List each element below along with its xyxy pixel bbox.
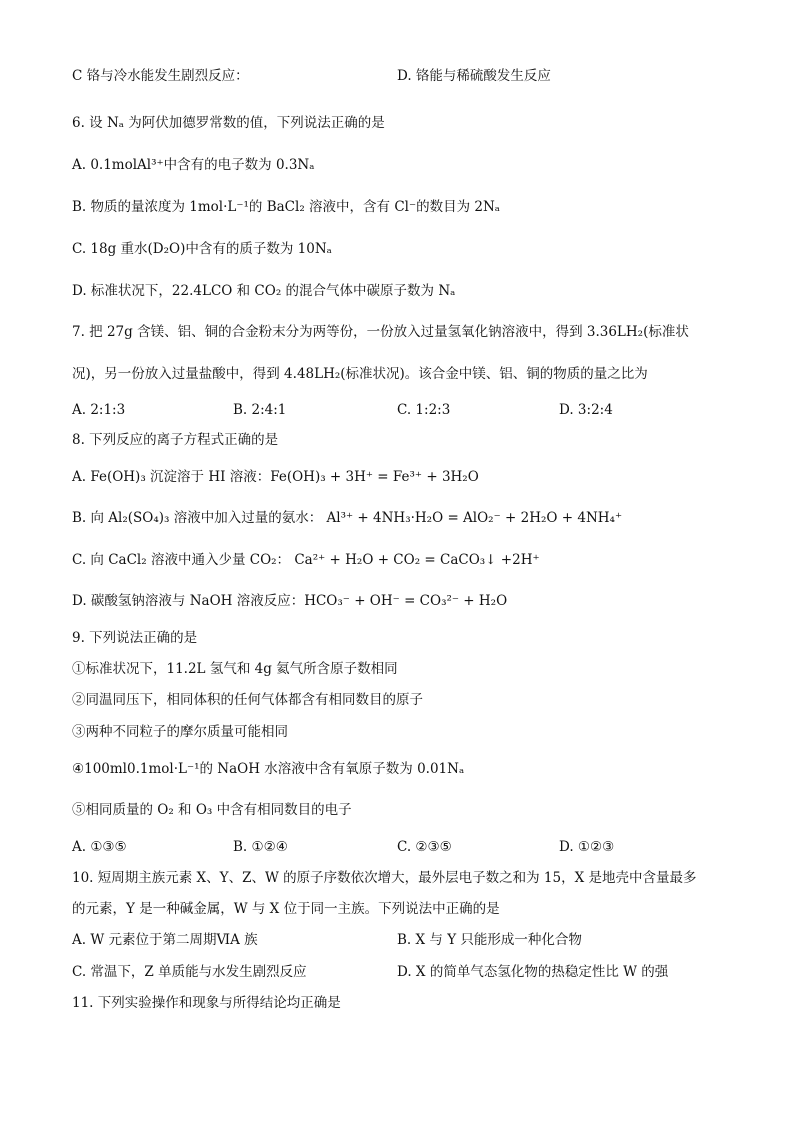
q9-statement-1: ①标准状况下，11.2L 氢气和 4g 氦气所含原子数相同 <box>72 661 398 677</box>
q8-option-d: D. 碳酸氢钠溶液与 NaOH 溶液反应：HCO₃⁻ + OH⁻ = CO₃²⁻ + H₂O <box>72 593 508 609</box>
q10-option-d: D. X 的简单气态氢化物的热稳定性比 W 的强 <box>397 964 669 980</box>
q9-stem: 9. 下列说法正确的是 <box>72 630 198 646</box>
q10-stem-line1: 10. 短周期主族元素 X、Y、Z、W 的原子序数依次增大，最外层电子数之和为 15，X 是地壳中含量最多 <box>72 870 697 886</box>
q7-option-c: C. 1:2:3 <box>397 402 451 418</box>
q10-option-c: C. 常温下，Z 单质能与水发生剧烈反应 <box>72 964 307 980</box>
q9-option-c: C. ②③⑤ <box>397 839 452 855</box>
prev-option-c: C 铬与冷水能发生剧烈反应： <box>72 68 249 84</box>
prev-option-d: D. 铬能与稀硫酸发生反应 <box>397 68 551 84</box>
q8-option-c: C. 向 CaCl₂ 溶液中通入少量 CO₂： Ca²⁺ + H₂O + CO₂ = CaCO₃↓ +2H⁺ <box>72 552 540 568</box>
q10-option-a: A. W 元素位于第二周期ⅥA 族 <box>72 932 258 948</box>
q8-stem: 8. 下列反应的离子方程式正确的是 <box>72 432 279 448</box>
q7-option-b: B. 2:4:1 <box>233 402 287 418</box>
q9-option-a: A. ①③⑤ <box>72 839 127 855</box>
q8-option-b: B. 向 Al₂(SO₄)₃ 溶液中加入过量的氨水： Al³⁺ + 4NH₃·H₂O = AlO₂⁻ + 2H₂O + 4NH₄⁺ <box>72 510 623 526</box>
q6-option-a: A. 0.1molAl³⁺中含有的电子数为 0.3Nₐ <box>72 157 315 173</box>
q11-stem: 11. 下列实验操作和现象与所得结论均正确是 <box>72 995 341 1011</box>
q6-option-d: D. 标准状况下，22.4LCO 和 CO₂ 的混合气体中碳原子数为 Nₐ <box>72 283 456 299</box>
q9-statement-5: ⑤相同质量的 O₂ 和 O₃ 中含有相同数目的电子 <box>72 802 352 818</box>
q7-option-a: A. 2:1:3 <box>72 402 126 418</box>
q6-stem: 6. 设 Nₐ 为阿伏加德罗常数的值，下列说法正确的是 <box>72 115 385 131</box>
q7-options <box>72 400 732 420</box>
q9-statement-2: ②同温同压下，相同体积的任何气体都含有相同数目的原子 <box>72 692 423 708</box>
q7-stem-line2: 况)，另一份放入过量盐酸中，得到 4.48LH₂(标准状况)。该合金中镁、铝、铜的物质的量之比为 <box>72 366 648 382</box>
q8-option-a: A. Fe(OH)₃ 沉淀溶于 HI 溶液：Fe(OH)₃ + 3H⁺ = Fe³⁺ + 3H₂O <box>72 469 479 485</box>
q9-statement-3: ③两种不同粒子的摩尔质量可能相同 <box>72 724 288 740</box>
q9-statement-4: ④100ml0.1mol·L⁻¹的 NaOH 水溶液中含有氧原子数为 0.01Nₐ <box>72 761 465 777</box>
q9-option-d: D. ①②③ <box>559 839 615 855</box>
q10-stem-line2: 的元素，Y 是一种碱金属，W 与 X 位于同一主族。下列说法中正确的是 <box>72 901 500 917</box>
q6-option-c: C. 18g 重水(D₂O)中含有的质子数为 10Nₐ <box>72 241 332 257</box>
q9-option-b: B. ①②④ <box>233 839 288 855</box>
q7-stem-line1: 7. 把 27g 含镁、铝、铜的合金粉末分为两等份，一份放入过量氢氧化钠溶液中，得到 3.36LH₂(标准状 <box>72 324 689 340</box>
q10-option-b: B. X 与 Y 只能形成一种化合物 <box>397 932 582 948</box>
q9-options <box>72 837 732 857</box>
q7-option-d: D. 3:2:4 <box>559 402 613 418</box>
q6-option-b: B. 物质的量浓度为 1mol·L⁻¹的 BaCl₂ 溶液中，含有 Cl⁻的数目为 2Nₐ <box>72 199 500 215</box>
